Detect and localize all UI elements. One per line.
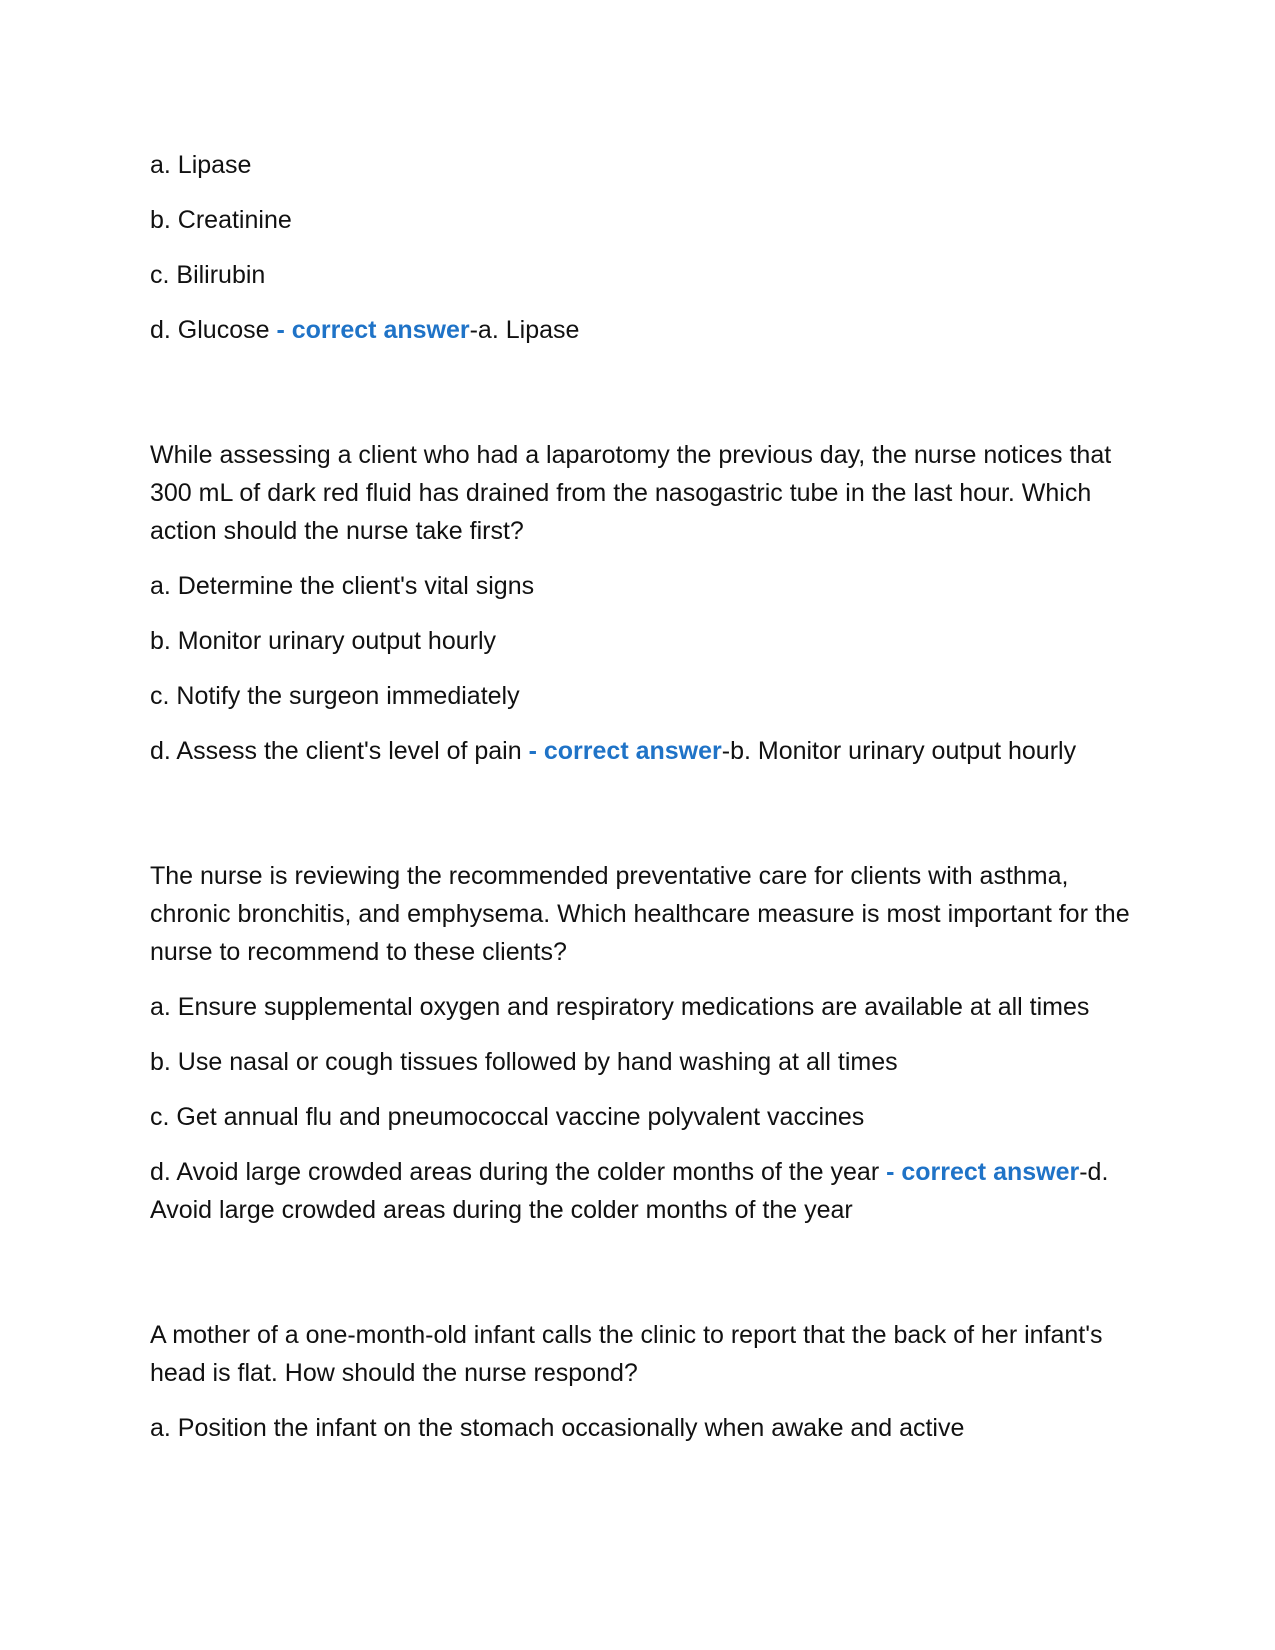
option-a: a. Position the infant on the stomach occasionally when awake and active	[150, 1414, 965, 1442]
block-gap	[150, 1246, 1130, 1316]
option-c: c. Notify the surgeon immediately	[150, 682, 520, 710]
answer-text: -a. Lipase	[469, 316, 580, 344]
option-b: b. Monitor urinary output hourly	[150, 627, 497, 655]
option-a: a. Ensure supplemental oxygen and respiratory medications are available at all times	[150, 993, 1090, 1021]
page-content	[150, 146, 1130, 1464]
question-block-2	[150, 436, 1130, 770]
option-c: c. Get annual flu and pneumococcal vaccine polyvalent vaccines	[150, 1103, 865, 1131]
correct-answer-marker: - correct answer	[886, 1158, 1080, 1186]
block-gap	[150, 366, 1130, 436]
option-d-with-answer	[150, 311, 1130, 349]
option-d: d. Glucose	[150, 316, 270, 344]
option-b: b. Use nasal or cough tissues followed by hand washing at all times	[150, 1048, 898, 1076]
question-block-3	[150, 857, 1130, 1229]
correct-answer-marker: - correct answer	[528, 737, 722, 765]
option-a: a. Lipase	[150, 151, 252, 179]
option-c: c. Bilirubin	[150, 261, 266, 289]
answer-text: -d. Avoid large crowded areas during the colder months of the year	[150, 1158, 1109, 1224]
option-b: b. Creatinine	[150, 206, 292, 234]
correct-answer-marker: - correct answer	[276, 316, 470, 344]
option-d-with-answer	[150, 732, 1130, 770]
option-d: d. Avoid large crowded areas during the colder months of the year	[150, 1158, 880, 1186]
option-d-with-answer	[150, 1153, 1130, 1229]
question-block-4	[150, 1316, 1130, 1447]
question-text: The nurse is reviewing the recommended preventative care for clients with asthma, chronic bronchitis, and emphysema. Which healthcare measure is most important for the nurse to recommend to these clients?	[150, 862, 1130, 966]
block-gap	[150, 787, 1130, 857]
question-text: While assessing a client who had a laparotomy the previous day, the nurse notices that 300 mL of dark red fluid has drained from the nasogastric tube in the last hour. Which action should the nurse take first?	[150, 441, 1112, 545]
question-text: A mother of a one-month-old infant calls the clinic to report that the back of her infant's head is flat. How should the nurse respond?	[150, 1321, 1103, 1387]
answer-text: -b. Monitor urinary output hourly	[721, 737, 1077, 765]
option-a: a. Determine the client's vital signs	[150, 572, 535, 600]
option-d: d. Assess the client's level of pain	[150, 737, 522, 765]
question-block-1	[150, 146, 1130, 349]
